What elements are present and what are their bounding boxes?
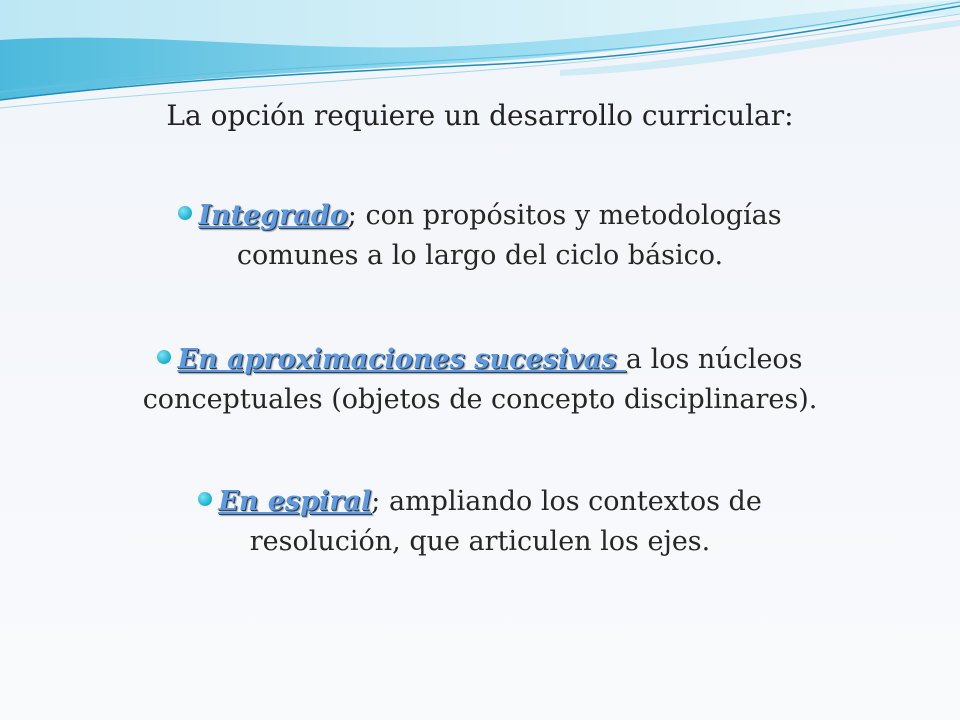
bullet-icon xyxy=(198,492,212,506)
bullet-text: ; con propósitos y metodologías comunes a lo largo del ciclo básico. xyxy=(236,200,782,271)
bullet-item-espiral xyxy=(120,482,840,562)
slide-title: La opción requiere un desarrollo curricular: xyxy=(166,99,794,132)
bullet-item-integrado xyxy=(120,196,840,276)
bullet-icon xyxy=(178,206,192,220)
bullet-text: ; ampliando los contextos de resolución, que articulen los ejes. xyxy=(249,486,762,557)
bullet-item-aproximaciones xyxy=(120,340,840,420)
bullet-term: En aproximaciones sucesivas xyxy=(177,344,626,375)
bullet-term: Integrado xyxy=(198,200,348,231)
bullet-icon xyxy=(157,350,171,364)
bullet-term: En espiral xyxy=(218,486,372,517)
bullet-text: a los núcleos conceptuales (objetos de concepto disciplinares). xyxy=(142,344,818,415)
